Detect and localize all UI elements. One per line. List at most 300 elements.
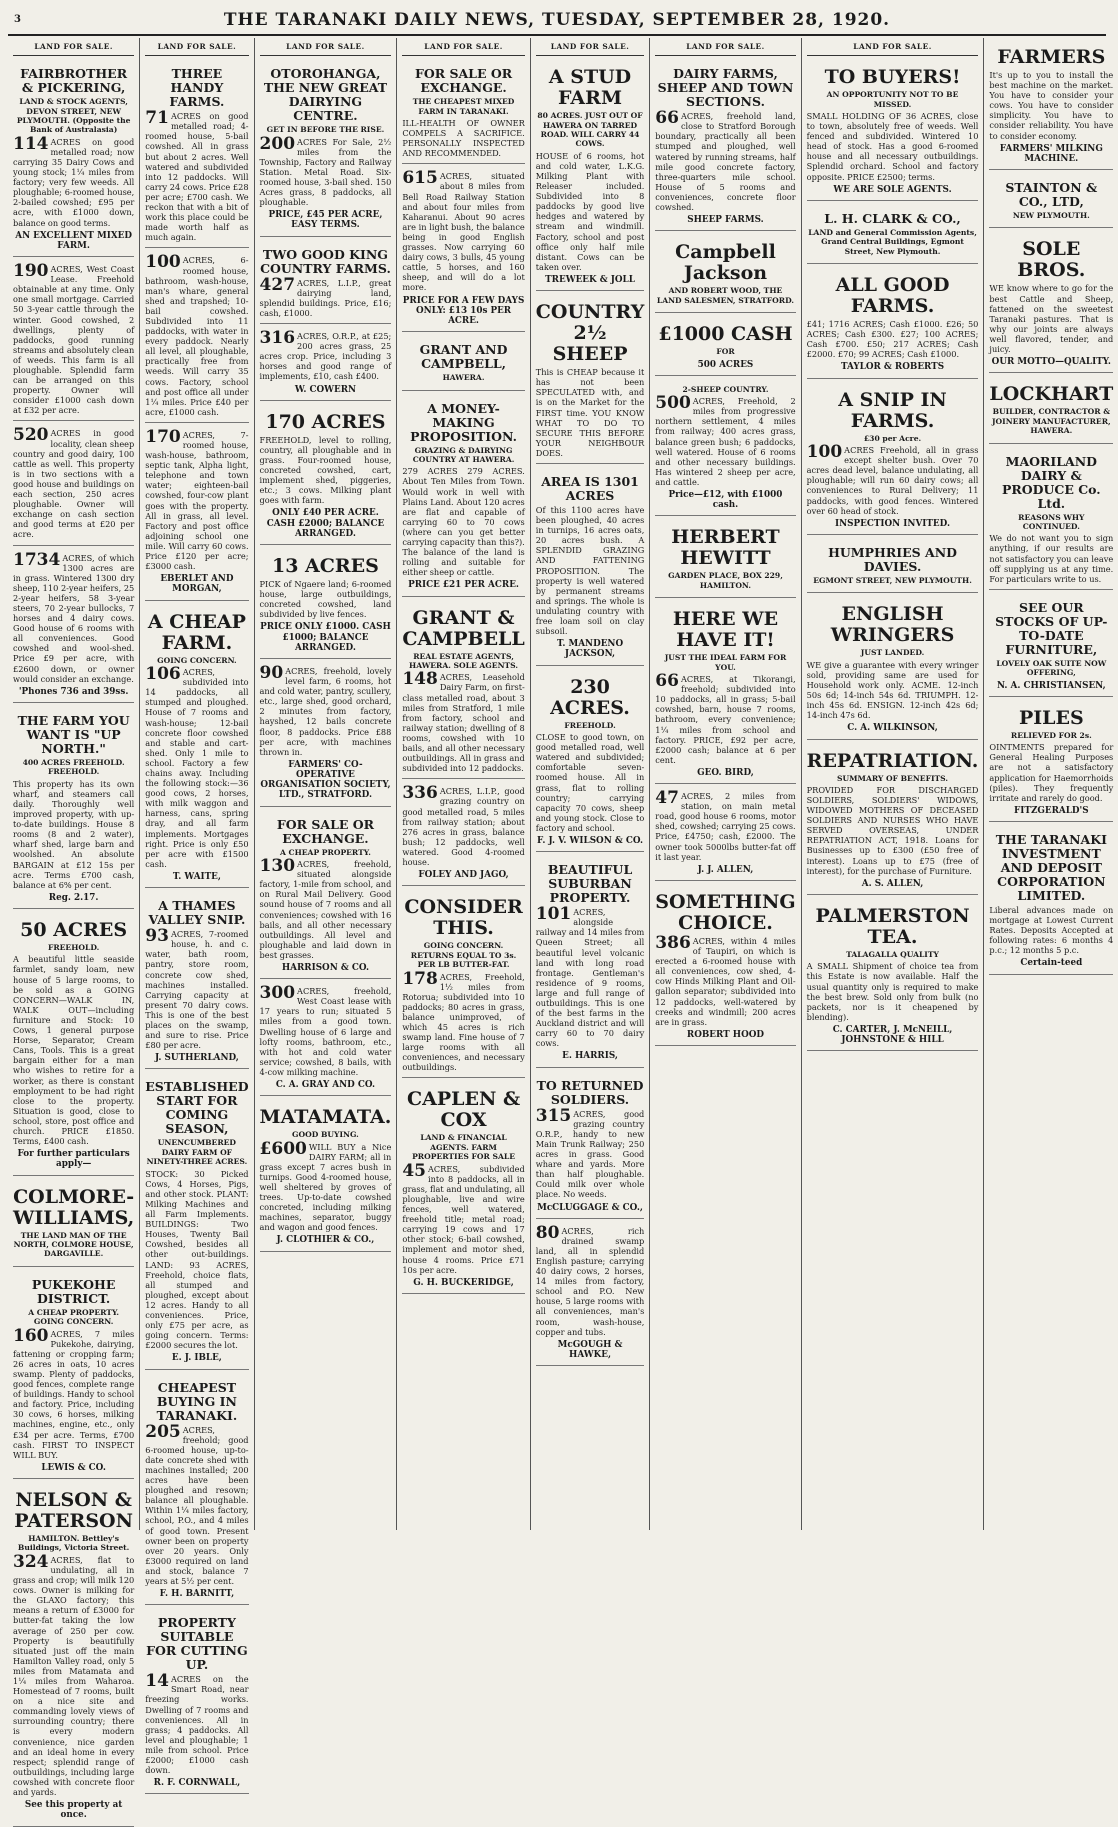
advertisement xyxy=(655,235,795,313)
ad-body-text: OINTMENTS prepared for General Healing Purposes are not a satisfactory application for Haemorrhoids (piles). They frequently irritate and rarely do good. xyxy=(989,742,1114,803)
ad-footer: J. J. ALLEN, xyxy=(697,864,754,875)
ad-subtitle: LOVELY OAK SUITE NOW OFFERING, xyxy=(996,658,1107,678)
ad-body-text: HOUSE of 6 rooms, hot and cold water, L.K.G. Milking Plant with Releaser included. Subdivided into 8 paddocks by good live hedges and watered by stream and windmill. Factory, school and post office only half mile distant. Cows can be taken over. xyxy=(535,150,645,272)
advertisement xyxy=(260,405,392,545)
ad-body-text: ACRES, freehold, situated alongside factory, 1-mile from school, and on Rural Mail Delivery. Good sound house of 7 rooms and all conveniences; cowshed with 16 bails, and all other necessary outbuildings. All level and ploughable and laid down in best grasses. xyxy=(259,859,392,960)
advertisement xyxy=(13,1483,134,1826)
ad-body-text: ACRES, of which 1300 acres are in grass. Wintered 1300 dry sheep, 110 2-year heifers, 25 2-year heifers, 58 3-year steers, 70 2-year bullocks, 7 horses and 4 dairy cows. Good house of 6 rooms with all conveniences. Good cowshed and wool-shed. Price £9 per acre, with £2600 down, or owner would consider an exchange. xyxy=(13,552,135,684)
ad-body xyxy=(655,108,796,213)
lot-acreage: 190 xyxy=(13,261,49,282)
ad-body-text: ACRES on good metalled road; 4-roomed house, 5-bail cowshed. All in grass but about 2 acres. Well watered and subdivided into 12 paddocks. Will carry 24 cows. Price £28 per acre; £700 cash. We reckon that with a bit of work this place could be made worth half as much again. xyxy=(145,111,249,243)
ad-body xyxy=(535,1222,645,1337)
ad-footer: E. HARRIS, xyxy=(562,1051,618,1062)
lot-acreage: 300 xyxy=(259,983,296,1004)
advertisement xyxy=(13,1271,134,1479)
ad-footer: C. CARTER, J. McNEILL, JOHNSTONE & HILL xyxy=(832,1024,953,1046)
ad-title: DAIRY FARMS, SHEEP AND TOWN SECTIONS. xyxy=(657,66,794,110)
ad-title: THE TARANAKI INVESTMENT AND DEPOSIT CORPORATION LIMITED. xyxy=(995,832,1107,904)
advertisement xyxy=(402,783,524,886)
ad-footer: PRICE ONLY £1000. CASH £1000; BALANCE ARRANGED. xyxy=(260,622,391,653)
lot-acreage: 178 xyxy=(402,968,438,989)
ad-footer: 'Phones 736 and 39ss. xyxy=(18,686,129,697)
lot-acreage: 14 xyxy=(145,1671,169,1692)
ad-subtitle: LAND & STOCK AGENTS, DEVON STREET, NEW PLYMOUTH. (Opposite the Bank of Australasia) xyxy=(16,97,131,135)
column-3 xyxy=(255,38,398,1530)
lot-acreage: £600 xyxy=(259,1138,307,1159)
advertisement xyxy=(260,60,392,236)
ad-body xyxy=(989,533,1113,583)
advertisement xyxy=(145,1374,248,1606)
ad-body xyxy=(806,442,979,516)
lot-acreage: 316 xyxy=(259,328,296,349)
ad-body xyxy=(402,1160,525,1275)
advertisement xyxy=(145,252,248,423)
advertisement xyxy=(13,1180,134,1267)
ad-body xyxy=(535,904,645,1049)
ad-body xyxy=(260,435,392,506)
ad-title: 13 ACRES xyxy=(271,554,379,577)
advertisement xyxy=(402,601,524,780)
ad-subtitle: FREEHOLD. xyxy=(47,942,100,952)
ad-body xyxy=(13,261,135,416)
ad-subtitle: TALAGALLA QUALITY xyxy=(846,949,939,959)
advertisement xyxy=(655,60,795,231)
ad-body-text: It's up to you to install the best machine on the market. You have to consider your cows. You have to consider simplicity. You have to consider reliability. You have to consider economy. xyxy=(989,70,1114,141)
ad-title: ALL GOOD FARMS. xyxy=(835,274,950,318)
ad-title: COLMORE-WILLIAMS, xyxy=(13,1185,135,1229)
ad-title: 50 ACRES xyxy=(20,918,128,941)
ad-body xyxy=(402,783,525,867)
advertisement xyxy=(536,60,645,291)
column-heading: LAND FOR SALE. xyxy=(807,40,979,56)
ad-title: OTOROHANGA, THE NEW GREAT DAIRYING CENTRE. xyxy=(263,66,388,124)
ad-body-text: SMALL HOLDING OF 36 ACRES, close to town, absolutely free of weeds. Well fenced and subdivided. Wintered 10 head of stock. Has a good 6-roomed house and all necessary outbuildings. Splendid orchard. School and factory opposite. PRICE £2500; terms. xyxy=(806,111,979,182)
ad-subtitle: GET IN BEFORE THE RISE. xyxy=(266,125,385,135)
ad-footer: F. J. V. WILSON & CO. xyxy=(537,835,644,846)
ad-title: CHEAPEST BUYING IN TARANAKI. xyxy=(156,1379,238,1423)
ad-body xyxy=(807,319,979,359)
ad-body-text: ACRES, within 4 miles of Taupiri, on which is erected a 6-roomed house with all conveniences, cow shed, 4-cow Hinds Milking Plant and Oil-gallon separator; subdivided into 12 paddocks, well-watered by creeks and windmill; 200 acres are in grass. xyxy=(655,935,796,1027)
ad-body-text: ACRES, freehold, West Coast lease with 17 years to run; situated 5 miles from a good town. Dwelling house of 6 large and lofty rooms, bathroom, etc., with hot and cold water service; cowshed, 8 bails, with 4-cow milking machine. xyxy=(259,986,392,1077)
lot-acreage: 520 xyxy=(13,425,49,446)
ad-title: A THAMES VALLEY SNIP. xyxy=(148,898,246,928)
advertisement xyxy=(145,60,248,248)
ad-body-text: A beautiful little seaside farmlet, sandy loam, new house of 5 large rooms, to be sold as a GOING CONCERN—WALK IN, WALK OUT—including furniture and Stock: 10 Cows, 1 general purpose Horse, Separator, Cream Cans, Tools. This is a great bargain either for a man who wishes to retire for a worker, as there is constant employment to be had right close to the property. Situation is good, close to school, store, post office and church. PRICE £1850. Terms, £400 cash. xyxy=(13,954,135,1147)
ad-body xyxy=(655,671,796,765)
ad-title: FOR SALE OR EXCHANGE. xyxy=(414,66,513,96)
ad-title: 170 ACRES xyxy=(265,410,386,433)
lot-acreage: 66 xyxy=(655,108,679,129)
ad-body-text: ACRES, Leasehold Dairy Farm, on first-class metalled road, about 3 miles from Stratford, 1 mile from factory, school and railway station; dwelling of 8 rooms, cowshed with 10 bails, and all other necessary outbuildings. All in grass and subdivided into 12 paddocks. xyxy=(402,672,525,774)
advertisement xyxy=(145,605,248,888)
ad-body-text: ACRES, Freehold, 2 miles from progressive northern settlement, 4 miles from railway; 400 acres grass, balance green bush; 6 paddocks, well watered. House of 6 rooms and other necessary buildings. Has wintered 2 sheep per acre, and cattle. xyxy=(655,396,796,487)
ad-body xyxy=(535,1105,645,1200)
masthead-rule xyxy=(8,34,1106,36)
ad-title: FOR SALE OR EXCHANGE. xyxy=(276,816,375,846)
ad-body xyxy=(259,1138,392,1233)
ad-footer: See this property at once. xyxy=(24,1800,123,1821)
ad-title: A STUD FARM xyxy=(548,66,632,110)
advertisement xyxy=(807,383,979,535)
ad-body xyxy=(402,118,524,158)
advertisement xyxy=(260,549,392,659)
column-heading: LAND FOR SALE. xyxy=(145,40,248,56)
ad-footer: LEWIS & CO. xyxy=(41,1462,106,1473)
ad-body xyxy=(259,983,392,1077)
ad-footer: TAYLOR & ROBERTS xyxy=(840,362,945,373)
advertisement xyxy=(989,40,1113,170)
ad-title: PALMERSTON TEA. xyxy=(815,904,970,948)
column-6 xyxy=(650,38,801,1530)
ad-body-text: ACRES, freehold; good 6-roomed house, up-to-date concrete shed with machines installed; 200 acres have been ploughed and resown; balance all ploughable. Within 1¼ miles factory, school, P.O., and 4 miles of good town. Present owner been on property over 20 years. Only £3000 required on land and stock, balance 7 years at 5½ per cent. xyxy=(145,1424,249,1586)
ad-body-text: ACRES, 7 miles Pukekohe, dairying, fattening or cropping farm; 26 acres in oats, 10 acres swamp. Plenty of paddocks, good fences, complete range of buildings. Handy to school and factory. Price, including 30 cows, 6 horses, milking machines, engine, etc., only £34 per acre. Terms, £700 cash. FIRST TO INSPECT WILL BUY. xyxy=(13,1328,135,1460)
ad-body-text: Of this 1100 acres have been ploughed, 40 acres in turnips, 16 acres oats, 20 acres bush. A SPLENDID GRAZING AND FATTENING PROPOSITION. The property is well watered by permanent streams and springs. The whole is undulating country with free loam soil on clay subsoil. xyxy=(535,505,645,637)
ad-body-text: ACRES, Freehold, 1½ miles from Rotorua; subdivided into 10 paddocks; 80 acres in grass, balance unimproved, of which 45 acres is rich swamp land. Fine house of 7 large rooms with all conveniences, and necessary outbuildings. xyxy=(402,971,525,1073)
advertisement xyxy=(402,1082,524,1293)
advertisement xyxy=(655,380,795,517)
ad-footer: 500 ACRES xyxy=(697,359,754,370)
ad-body xyxy=(259,856,392,960)
ad-body xyxy=(259,328,392,382)
ad-footer: C. A. WILKINSON, xyxy=(847,723,938,734)
ad-subtitle: AN OPPORTUNITY NOT TO BE MISSED. xyxy=(826,90,959,109)
column-heading: LAND FOR SALE. xyxy=(260,40,392,56)
ad-title: Campbell Jackson xyxy=(675,241,776,285)
lot-acreage: 324 xyxy=(13,1551,49,1572)
ad-subtitle: HAMILTON. Bettley's Buildings, Victoria Street. xyxy=(17,1534,130,1553)
ad-title: ENGLISH WRINGERS xyxy=(830,603,955,647)
ad-footer: HARRISON & CO. xyxy=(281,962,370,973)
ad-title: CONSIDER THIS. xyxy=(404,896,523,940)
ad-body-text: 279 ACRES 279 ACRES. About Ten Miles from Town. Would work in well with Plains Land. About 120 acres are flat and capable of carrying 60 to 70 cows (where can you get better carrying capacity than this?). The balance of the land is rolling and suitable for either sheep or cattle. xyxy=(402,466,525,578)
ad-footer: WE ARE SOLE AGENTS. xyxy=(833,184,952,195)
ad-body-text: ACRES, good grazing country O.R.P., handy to new Main Trunk Railway; 250 acres in grass. Good whare and yards. More than half ploughable. Could milk over whole place. No weeds. xyxy=(535,1108,645,1200)
lot-acreage: 106 xyxy=(145,664,181,685)
ad-title: 230 ACRES. xyxy=(550,675,630,719)
ad-subtitle: GOOD BUYING. xyxy=(292,1130,359,1140)
ad-body xyxy=(145,1421,249,1587)
advertisement xyxy=(536,856,645,1068)
ad-body xyxy=(13,425,135,540)
ad-body xyxy=(13,779,134,890)
ad-body-text: ACRES, freehold, lovely level farm, 6 rooms, hot and cold water, pantry, scullery, etc., large shed, good orchard, 2 minutes from factory, hayshed, 12 bails concrete floor, 8 paddocks. Price £88 per acre, with machines thrown in. xyxy=(259,665,392,757)
ad-subtitle: 400 ACRES FREEHOLD. FREEHOLD. xyxy=(22,757,125,777)
lot-acreage: 386 xyxy=(655,932,691,953)
advertisement xyxy=(655,788,795,881)
ad-body-text: WE give a guarantee with every wringer sold, providing same are used for Household work only. ACME. 12-inch 50s 6d; 14-inch 54s 6d. TRIUMPH. 12-inch 45s 6d. ENSIGN. 12-inch 42s 6d; 14-inch 47s 6d. xyxy=(806,659,979,721)
advertisement xyxy=(807,205,979,264)
lot-acreage: 101 xyxy=(535,904,572,925)
ad-footer: INSPECTION INVITED. xyxy=(835,518,951,529)
lot-acreage: 80 xyxy=(535,1222,560,1243)
ad-subtitle: AND ROBERT WOOD, THE LAND SALESMEN, STRATFORD. xyxy=(656,286,795,305)
masthead-title: THE TARANAKI DAILY NEWS, TUESDAY, SEPTEMBER 28, 1920. xyxy=(223,10,891,30)
ad-body-text: PICK of Ngaere land; 6-roomed house, large outbuildings, concreted cowshed, land subdivided by live fences. xyxy=(259,578,392,620)
ad-body-text: ACRES in good locality, clean sheep country and good dairy, 100 cattle as well. This property is in two sections with a good house and buildings on each section, 250 acres ploughable. Owner will exchange on cash section and good terms at £20 per acre. xyxy=(13,428,135,540)
advertisement xyxy=(807,597,979,739)
ad-body xyxy=(536,505,645,636)
ad-title: SOMETHING CHOICE. xyxy=(655,890,796,934)
ad-body-text: ACRES, situated about 8 miles from Bell Road Railway Station and about four miles from Kaharanui. About 90 acres are in light bush, the balance being in good English grasses. Now carrying 60 dairy cows, 3 bulls, 45 young cattle, 5 horses, and 160 sheep, and will do a lot more. xyxy=(402,171,525,293)
ad-body-text: ACRES, 7-roomed house, h. and c. water, bath room, pantry, store room, concrete cow shed, machines installed. Carrying capacity at present 70 dairy cows. This is one of the best places on the swamp, and sure to rise. Price £80 per acre. xyxy=(145,929,249,1051)
ad-subtitle: GARDEN PLACE, BOX 229, HAMILTON. xyxy=(668,571,783,590)
ad-body-text: ACRES Freehold, all in grass except shelter bush. Over 70 acres dead level, balance undulating, all ploughable; will run 60 dairy cows; all conveniences to Rural Delivery; 11 paddocks, with good fences. Wintered over 60 head of stock. xyxy=(806,445,979,516)
column-heading: LAND FOR SALE. xyxy=(536,40,645,56)
ad-title: TWO GOOD KING COUNTRY FARMS. xyxy=(260,246,391,276)
advertisement xyxy=(655,885,795,1046)
ad-footer: J. CLOTHIER & CO., xyxy=(276,1235,375,1246)
advertisement xyxy=(989,174,1113,228)
lot-acreage: 47 xyxy=(655,788,679,809)
ad-body xyxy=(145,108,249,243)
ad-body xyxy=(13,1551,135,1797)
ad-body-text: ACRES For Sale, 2½ miles from the Township, Factory and Railway Station. Metal Road. Six-roomed house, 3-bail shed. 150 Acres grass, 8 paddocks, all ploughable. xyxy=(259,136,392,208)
ad-body-text: ACRES, rich drained swamp land, all in splendid English pasture; carrying 40 dairy cows, 2 horses, 14 miles from factory, school and P.O. New house, 5 large rooms with all conveniences, man's room, wash-house, copper and tubs. xyxy=(535,1225,645,1337)
ad-footer: McGOUGH & HAWKE, xyxy=(557,1339,623,1360)
ad-title: MATAMATA. xyxy=(259,1106,392,1129)
lot-acreage: 45 xyxy=(402,1160,426,1181)
ad-footer: OUR MOTTO—QUALITY. xyxy=(991,357,1111,368)
ad-body-text: A SMALL Shipment of choice tea from this Estate is now available. Half the usual quantity only is required to make the best brew. Sold only from bulk (no packets, nor is it cheapened by blending). xyxy=(806,961,979,1022)
lot-acreage: 100 xyxy=(145,252,181,273)
ad-body xyxy=(989,742,1113,803)
ad-subtitle: UNENCUMBERED DAIRY FARM OF NINETY-THREE ACRES. xyxy=(146,1138,248,1167)
ad-title: CAPLEN & COX xyxy=(406,1088,521,1132)
advertisement xyxy=(807,899,979,1051)
lot-acreage: 93 xyxy=(145,926,169,947)
column-grid xyxy=(8,38,1114,1821)
ad-body-text: ACRES, L.I.P., good grazing country on good metalled road, 5 miles from railway station; about 276 acres in grass, balance bush; 12 paddocks, well watered. Good 4-roomed house. xyxy=(402,786,525,867)
ad-footer: FOLEY AND JAGO, xyxy=(418,870,509,881)
ad-body-text: CLOSE to good town, on good metalled road, well watered and subdivided; comfortable seven-roomed house. All in grass, flat to rolling country; carrying capacity 70 cows, sheep and young stock. Close to factory and school. xyxy=(535,732,645,833)
ad-subtitle: EGMONT STREET, NEW PLYMOUTH. xyxy=(813,575,972,585)
column-heading: LAND FOR SALE. xyxy=(655,40,795,56)
advertisement xyxy=(13,550,134,703)
ad-subtitle: SUMMARY OF BENEFITS. xyxy=(837,773,949,783)
ad-footer: GEO. BIRD, xyxy=(697,767,754,778)
advertisement xyxy=(655,317,795,376)
ad-title: SEE OUR STOCKS OF UP-TO-DATE FURNITURE, xyxy=(995,599,1108,657)
advertisement xyxy=(13,261,134,421)
ad-body-text: ACRES, 7-roomed house, wash-house, bathroom, septic tank, Alpha light, telephone and town water; eighteen-bail cowshed, four-cow plant goes with the property. All in grass, all level. Factory and post office adjoining school one mile. Will carry 60 cows. Price £120 per acre; £3000 cash. xyxy=(145,429,249,572)
ad-body-text: ACRES, 2 miles from station, on main metal road, good house 6 rooms, motor shed, cowshed; carrying 25 cows. Price, £4750; cash, £2000. The owner took 5000lbs butter-fat off it last year. xyxy=(655,791,796,862)
advertisement xyxy=(402,336,524,390)
lot-acreage: 90 xyxy=(259,662,284,683)
ad-footer: A. S. ALLEN, xyxy=(861,878,924,889)
ad-body xyxy=(989,283,1113,354)
ad-title: A CHEAP FARM. xyxy=(147,610,246,654)
ad-footer: R. F. CORNWALL, xyxy=(153,1778,241,1789)
ad-title: REPATRIATION. xyxy=(806,749,979,772)
advertisement xyxy=(989,377,1113,443)
ad-subtitle: A CHEAP PROPERTY. GOING CONCERN. xyxy=(28,1307,120,1327)
advertisement xyxy=(807,60,979,201)
ad-footer: AN EXCELLENT MIXED FARM. xyxy=(15,230,132,251)
ad-body-text: STOCK: 30 Picked Cows, 4 Horses, Pigs, and other stock. PLANT: Milking Machines and all Farm Implements. BUILDINGS: Two Houses, Twenty Bail Cowshed, besides all other out-buildings. LAND: 93 ACRES, Freehold, choice flats, all stumped and ploughed, except about 12 acres. Handy to all conveniences. Price, only £75 per acre, as going concern. Terms: £2000 secures the lot. xyxy=(145,1168,249,1351)
ad-body-text: ILL-HEALTH OF OWNER COMPELS A SACRIFICE. PERSONALLY INSPECTED AND RECOMMENDED. xyxy=(402,118,525,159)
ad-body xyxy=(13,954,134,1146)
ad-subtitle: NEW PLYMOUTH. xyxy=(1012,211,1090,221)
lot-acreage: 427 xyxy=(259,274,296,295)
ad-body xyxy=(402,968,525,1073)
ad-body-text: WILL BUY a Nice DAIRY FARM; all in grass except 7 acres bush in turnips. Good 4-roomed house, well sheltered by groves of trees. Up-to-date cowshed concreted, including milking machines, separator, buggy and wagon and good fences. xyxy=(259,1141,392,1233)
advertisement xyxy=(145,1609,248,1794)
column-heading: LAND FOR SALE. xyxy=(402,40,524,56)
ad-title: THREE HANDY FARMS. xyxy=(169,66,225,110)
ad-subtitle: REASONS WHY CONTINUED. xyxy=(1018,512,1085,531)
column-7 xyxy=(802,38,985,1530)
ad-body xyxy=(402,466,524,577)
ad-footer: F. H. BARNITT, xyxy=(159,1589,235,1600)
ad-title: ESTABLISHED START FOR COMING SEASON, xyxy=(145,1079,249,1137)
ad-title: NELSON & PATERSON xyxy=(14,1489,133,1533)
ad-title: STAINTON & CO., LTD, xyxy=(1005,180,1098,210)
ad-body xyxy=(655,932,796,1027)
ad-body-text: ACRES, West Coast Lease. Freehold obtainable at any time. Only one small mortgage. Carried 50 3-year cattle through the winter. Good cowshed, 2 dwellings, plenty of paddocks, good running streams and absolutely clean of weeds. This farm is all ploughable. Splendid farm can be arranged on this property. Owner will consider £1000 cash down at £32 per acre. xyxy=(13,264,135,416)
ad-body xyxy=(807,111,979,182)
lot-acreage: 336 xyxy=(402,783,438,804)
ad-title: THE FARM YOU WANT IS "UP NORTH." xyxy=(17,712,130,756)
ad-body-text: This is CHEAP because it has not been SPECULATED with, and is on the Market for the FIRST time. YOU KNOW WHAT TO DO TO SECURE THIS BEFORE YOUR NEIGHBOUR DOES. xyxy=(535,367,645,458)
advertisement xyxy=(807,268,979,379)
ad-body-text: £41; 1716 ACRES; Cash £1000. £26; 50 ACRES; Cash £300. £27; 100 ACRES; Cash £700. £50; 217 ACRES; Cash £2000. £70; 99 ACRES; Cash £1000. xyxy=(806,319,979,360)
lot-acreage: 500 xyxy=(655,393,691,414)
ad-body-text: ACRES, O.R.P., at £25; 200 acres grass, 25 acres crop. Price, including 3 horses and good range of implements, £10, cash £400. xyxy=(259,331,392,382)
ad-body xyxy=(13,133,135,228)
ad-body-text: ACRES, L.I.P., great dairying land, splendid buildings. Price, £16; cash, £1000. xyxy=(259,277,392,318)
ad-body xyxy=(260,579,392,619)
ad-subtitle: £30 per Acre. xyxy=(863,433,922,443)
ad-subtitle: FOR xyxy=(716,347,735,357)
column-5 xyxy=(531,38,651,1530)
advertisement xyxy=(536,1223,645,1366)
ad-title: BEAUTIFUL SUBURBAN PROPERTY. xyxy=(547,862,633,906)
advertisement xyxy=(402,60,524,164)
ad-body xyxy=(259,662,392,757)
advertisement xyxy=(989,232,1113,373)
advertisement xyxy=(13,707,134,909)
ad-body-text: ACRES, alongside railway and 14 miles from Queen Street; all beautiful level volcanic land with long road frontage. Gentleman's residence of 9 rooms, large and full range of outbuildings. This is one of the best farms in the Auckland district and will carry 60 to 70 dairy cows. xyxy=(535,907,645,1049)
ad-footer: ONLY £40 PER ACRE. CASH £2000; BALANCE ARRANGED. xyxy=(266,508,385,539)
ad-title: TO RETURNED SOLDIERS. xyxy=(536,1077,644,1107)
advertisement xyxy=(145,1073,248,1369)
ad-body-text: WE know where to go for the best Cattle and Sheep, fattened on the sweetest Taranaki pastures. That is why our joints are always well flavored, tender, and juicy. xyxy=(989,283,1114,355)
ad-footer: G. H. BUCKERIDGE, xyxy=(413,1277,514,1288)
ad-footer: FARMERS' MILKING MACHINE. xyxy=(999,143,1103,164)
advertisement xyxy=(655,602,795,784)
advertisement xyxy=(402,168,524,332)
lot-acreage: 315 xyxy=(535,1105,572,1126)
ad-body-text: FREEHOLD, level to rolling, country, all ploughable and in grass. Four-roomed house, concreted cowshed, cart, implement shed, piggeries, etc.; 3 cows. Milking plant goes with farm. xyxy=(259,434,392,506)
advertisement xyxy=(989,448,1113,590)
ad-body xyxy=(259,133,392,208)
ad-title: PROPERTY SUITABLE FOR CUTTING UP. xyxy=(146,1615,248,1673)
advertisement xyxy=(536,295,645,464)
ad-subtitle: HAWERA. xyxy=(442,373,485,383)
ad-title: A MONEY-MAKING PROPOSITION. xyxy=(410,400,517,444)
advertisement xyxy=(260,811,392,980)
ad-footer: T. MANDENO JACKSON, xyxy=(556,639,624,660)
ad-body xyxy=(989,70,1113,141)
ad-body-text: ACRES, 6-roomed house, bathroom, wash-house, man's whare, general shed and trapshed; 10-bail cowshed. Subdivided into 11 paddocks, with water in every paddock. Nearly all level, all ploughable, practically free from weeds. Will carry 35 cows. Factory, school and post office all under 1¼ miles. Price £40 per acre, £1000 cash. xyxy=(145,255,249,417)
ad-footer: N. A. CHRISTIANSEN, xyxy=(996,680,1106,691)
ad-body-text: This property has its own wharf, and steamers call daily. Thoroughly well improved property, with up-to-date buildings. House 8 rooms (8 and 2 water), wharf shed, large barn and woolshed. An absolute BARGAIN at £12 15s per acre. Terms £700 cash, balance at 6% per cent. xyxy=(13,778,135,890)
ad-footer: SHEEP FARMS. xyxy=(687,215,764,226)
ad-body xyxy=(536,732,645,833)
ad-footer: Reg. 2.17. xyxy=(48,892,99,903)
advertisement xyxy=(13,425,134,545)
ad-body xyxy=(807,660,979,721)
lot-acreage: 160 xyxy=(13,1325,49,1346)
ad-footer: For further particulars apply— xyxy=(17,1149,130,1170)
lot-acreage: 130 xyxy=(259,856,296,877)
ad-title: LOCKHART xyxy=(989,383,1114,406)
ad-body-text: ACRES, at Tikorangi, freehold; subdivided into 10 paddocks, all in grass; 5-bail cowshed, barn, house 7 rooms, bathroom, every convenience; 1¼ miles from school and factory. PRICE, £92 per acre, £2000 cash; balance at 6 per cent. xyxy=(655,674,796,765)
ad-footer: W. COWERN xyxy=(294,384,357,395)
column-heading: LAND FOR SALE. xyxy=(13,40,134,56)
advertisement xyxy=(402,395,524,597)
advertisement xyxy=(260,328,392,401)
ad-title: PILES xyxy=(1018,706,1084,729)
ad-body xyxy=(13,1325,135,1460)
ad-title: AREA IS 1301 ACRES xyxy=(541,474,639,503)
lot-acreage: 200 xyxy=(259,133,296,154)
ad-subtitle: GRAZING & DAIRYING COUNTRY AT HAWERA. xyxy=(412,445,515,464)
lot-acreage: 205 xyxy=(145,1421,181,1442)
advertisement xyxy=(260,241,392,324)
ad-body xyxy=(13,549,135,684)
ad-body-text: ACRES, subdivided into 14 paddocks, all stumped and ploughed. House of 7 rooms and wash-house; 12-bail concrete floor cowshed and stable and cart-shed. Only 1 mile to school. Factory a few chains away. Including the following stock:—36 good cows, 2 horses, with milk waggon and harness, cans, spring dray, and all farm implements. Mortgages right. Price is only £50 per acre with £1500 cash. xyxy=(145,667,249,869)
ad-title: FAIRBROTHER & PICKERING, xyxy=(20,66,128,96)
ad-title: HUMPHRIES AND DAVIES. xyxy=(828,544,957,574)
advertisement xyxy=(260,983,392,1096)
ad-body xyxy=(145,426,249,572)
ad-title: A SNIP IN FARMS. xyxy=(838,388,947,432)
ad-subtitle: REAL ESTATE AGENTS, HAWERA. SOLE AGENTS. xyxy=(409,651,519,670)
ad-body-text: ACRES on the Smart Road, near freezing works. Dwelling of 7 rooms and conveniences. All in grass; 4 paddocks. All level and ploughable; 1 mile from school. Price £2000; £1000 cash down. xyxy=(145,1674,249,1776)
ad-body xyxy=(145,1169,248,1351)
advertisement xyxy=(989,594,1113,697)
ad-footer: J. SUTHERLAND, xyxy=(154,1053,239,1064)
advertisement xyxy=(402,890,524,1078)
lot-acreage: 1734 xyxy=(13,549,61,570)
ad-body xyxy=(145,252,249,417)
advertisement xyxy=(145,892,248,1069)
ad-footer: Price—£12, with £1000 cash. xyxy=(668,490,783,511)
advertisement xyxy=(260,663,392,807)
column-4 xyxy=(397,38,530,1530)
ad-footer: FARMERS' CO-OPERATIVE ORGANISATION SOCIETY, LTD., STRATFORD. xyxy=(260,759,391,801)
advertisement xyxy=(807,539,979,593)
ad-subtitle: JUST LANDED. xyxy=(860,648,925,658)
ad-subtitle: LAND and General Commission Agents, Grand Central Buildings, Egmont Street, New Plymouth. xyxy=(808,227,977,256)
ad-footer: EBERLET AND MORGAN, xyxy=(160,574,234,595)
ad-body xyxy=(145,926,249,1051)
ad-subtitle: FREEHOLD. xyxy=(564,720,616,730)
ad-subtitle: THE CHEAPEST MIXED FARM IN TARANAKI. xyxy=(412,97,515,116)
ad-title: GRANT & CAMPBELL xyxy=(402,606,525,650)
ad-subtitle: LAND & FINANCIAL AGENTS. FARM PROPERTIES FOR SALE xyxy=(412,1133,515,1162)
ad-body-text: ACRES, flat to undulating, all in grass and crop; will milk 120 cows. Owner is milking for the GLAXO factory; this means a return of £3000 for butter-fat taking the low average of 250 per cow. Property is beautifully situated just off the main Hamilton Valley road, only 5 miles from Matamata and 1¼ miles from Waharoa. Homestead of 7 rooms, built on a nice site and commanding lovely views of surrounding country; there is every modern convenience, nice garden and an ideal home in every respect; splendid range of outbuildings, including large cowshed with concrete floor and yards. xyxy=(13,1554,135,1797)
ad-title: TO BUYERS! xyxy=(824,66,961,89)
ad-body xyxy=(536,151,645,272)
ad-body xyxy=(989,905,1113,955)
advertisement xyxy=(655,520,795,598)
advertisement xyxy=(989,701,1113,822)
ad-body xyxy=(259,274,392,318)
ad-body xyxy=(655,393,796,487)
ad-body xyxy=(145,664,249,869)
